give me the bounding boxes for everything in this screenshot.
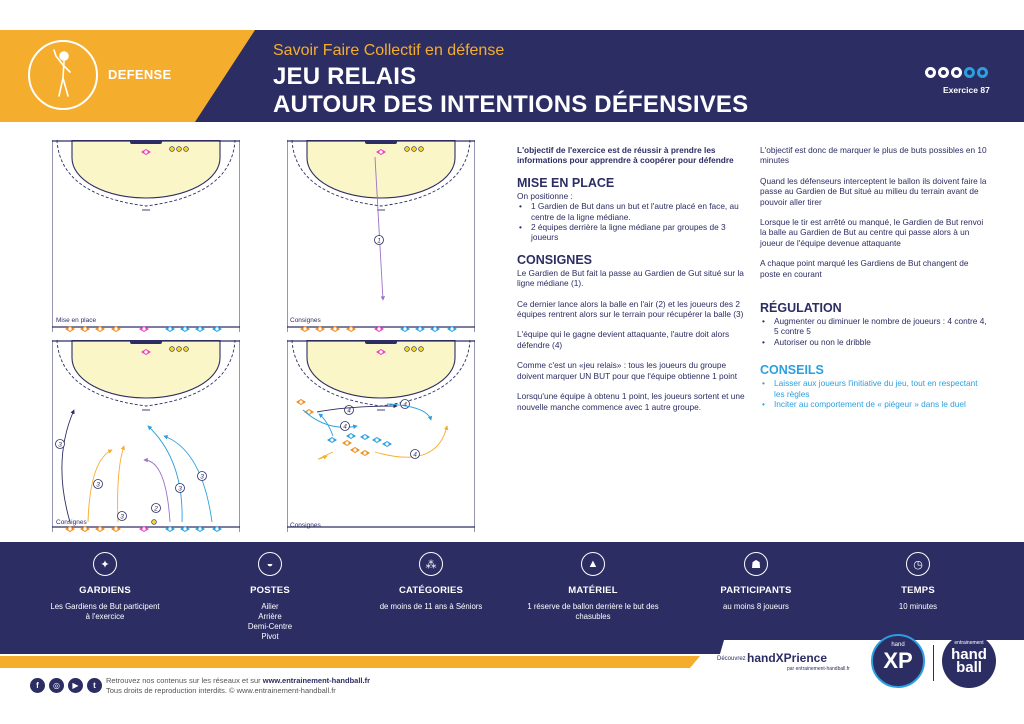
- footer-line: Retrouvez nos contenus sur les réseaux et sur: [106, 676, 263, 685]
- list-item: • Inciter au comportement de « piégeur » dans le duel: [760, 399, 990, 409]
- positions-icon: ◒: [258, 552, 282, 576]
- consignes-paragraph: Lorsqu'une équipe à obtenu 1 point, les joueurs sortent et une nouvelle manche commence avec 1 autre groupe.: [517, 391, 745, 412]
- mise-en-place-lead: On positionne :: [517, 190, 573, 201]
- regulation-heading: RÉGULATION: [760, 301, 842, 316]
- ball-icon: [951, 67, 962, 78]
- ball-icon: [977, 67, 988, 78]
- step-number: 3: [200, 473, 204, 481]
- goalkeeper-icon: ✦: [93, 552, 117, 576]
- ball-marker: [170, 147, 175, 152]
- col2-paragraph: Lorsque le tir est arrêté ou manqué, le Gardien de But renvoi la balle au Gardien de But au centre qui passe alors à un joueur de l'équipe devenue attaquante: [760, 217, 984, 248]
- page-subtitle: Savoir Faire Collectif en défense: [273, 42, 505, 59]
- difficulty-rating: [925, 67, 988, 78]
- court-diagram-3: [52, 340, 240, 532]
- site-link[interactable]: www.entrainement-handball.fr: [262, 676, 370, 685]
- facebook-icon[interactable]: f: [30, 678, 45, 693]
- text-column-2: [760, 145, 990, 410]
- brand-name: handXPrience: [747, 651, 828, 665]
- step-number: 3: [96, 481, 100, 489]
- court-diagram-2: [287, 140, 475, 332]
- consignes-heading: CONSIGNES: [517, 252, 593, 267]
- youtube-icon[interactable]: ▶: [68, 678, 83, 693]
- copyright-text: Tous droits de reproduction interdits. © www.entrainement-handball.fr: [106, 686, 336, 695]
- handxp-logo[interactable]: [871, 634, 925, 688]
- court-diagram-1: [52, 140, 240, 332]
- info-title: GARDIENS: [79, 585, 131, 596]
- info-title: MATÉRIEL: [568, 585, 618, 596]
- page-title-line2: AUTOUR DES INTENTIONS DÉFENSIVES: [273, 91, 749, 118]
- logo-text: hand ball: [951, 646, 987, 676]
- mise-en-place-heading: MISE EN PLACE: [517, 175, 615, 190]
- info-title: TEMPS: [901, 585, 935, 596]
- info-gardiens: [50, 552, 160, 622]
- page-title: JEU RELAIS: [273, 63, 417, 90]
- ball-marker: [412, 147, 417, 152]
- step-number: 3: [58, 441, 62, 449]
- step-number: 1: [377, 237, 381, 245]
- ball-marker: [419, 347, 424, 352]
- info-text: 1 réserve de ballon derrière le but des chasubles: [527, 602, 659, 621]
- brand-by: par entrainement-handball.fr: [787, 666, 850, 672]
- info-postes: [215, 552, 325, 642]
- entrainement-handball-logo[interactable]: [942, 634, 996, 688]
- ball-icon: [938, 67, 949, 78]
- court-label: Consignes: [290, 317, 321, 324]
- timer-icon: ◷: [906, 552, 930, 576]
- ball-icon: [925, 67, 936, 78]
- col2-paragraph: A chaque point marqué les Gardiens de But changent de poste en courant: [760, 258, 969, 279]
- col2-paragraph: L'objectif est donc de marquer le plus de buts possibles en 10 minutes: [760, 145, 987, 166]
- category-label: DEFENSE: [108, 67, 172, 82]
- logo-text: entrainement: [954, 640, 984, 646]
- consignes-paragraph: Comme c'est un «jeu relais» : tous les joueurs du groupe doivent marquer UN BUT pour que l'équipe obtienne 1 point: [517, 360, 738, 381]
- equipment-icon: ▲: [581, 552, 605, 576]
- info-title: CATÉGORIES: [398, 585, 464, 596]
- info-text: 10 minutes: [898, 602, 938, 611]
- categories-icon: ⁂: [419, 552, 443, 576]
- court-diagram-4: [287, 340, 475, 532]
- consignes-paragraph: L'équipe qui le gagne devient attaquante, l'autre doit alors défendre (4): [517, 329, 730, 350]
- ball-marker: [412, 347, 417, 352]
- logo-divider: [933, 645, 934, 681]
- logo-text: XP: [883, 648, 913, 673]
- conseils-heading: CONSEILS: [760, 363, 824, 378]
- list-item: • 2 équipes derrière la ligne médiane par groupes de 3 joueurs: [517, 222, 752, 243]
- info-title: POSTES: [250, 585, 290, 596]
- step-number: 2: [154, 505, 158, 513]
- social-links: [30, 678, 102, 693]
- discover-label: Découvrez: [717, 656, 746, 662]
- consignes-paragraph: Le Gardien de But fait la passe au Gardien de Gut situé sur la ligne médiane (1).: [517, 267, 744, 289]
- player-icon: [28, 40, 98, 110]
- text-column-1: [517, 145, 752, 422]
- list-item: • Laisser aux joueurs l'initiative du jeu, tout en respectant les règles: [760, 378, 990, 399]
- instagram-icon[interactable]: ◎: [49, 678, 64, 693]
- ball-icon: [964, 67, 975, 78]
- ball-marker: [405, 347, 410, 352]
- info-materiel: [520, 552, 666, 622]
- ball-marker: [184, 347, 189, 352]
- court-label: Mise en place: [56, 317, 97, 324]
- step-number: 4: [343, 423, 347, 431]
- step-number: 4: [347, 407, 351, 415]
- info-temps: [868, 552, 968, 612]
- footer-accent-line: [0, 656, 700, 668]
- participants-icon: ☗: [744, 552, 768, 576]
- info-title: PARTICIPANTS: [720, 585, 792, 596]
- ball-marker: [184, 147, 189, 152]
- footer-text: [106, 676, 370, 696]
- info-text: Les Gardiens de But participent à l'exercice: [50, 602, 160, 621]
- list-item: • Augmenter ou diminuer le nombre de joueurs : 4 contre 4, 5 contre 5: [760, 316, 990, 337]
- list-item: • 1 Gardien de But dans un but et l'autre placé en face, au centre de la ligne médiane.: [517, 201, 752, 222]
- logo-text: hand: [891, 642, 905, 648]
- court-label: Consignes: [56, 519, 87, 526]
- twitter-icon[interactable]: t: [87, 678, 102, 693]
- ball-marker: [405, 147, 410, 152]
- info-categories: [366, 552, 496, 612]
- step-number: 3: [178, 485, 182, 493]
- ball-marker: [177, 147, 182, 152]
- info-text: Ailier Arrière Demi-Centre Pivot: [247, 602, 293, 641]
- info-text: de moins de 11 ans à Séniors: [379, 602, 483, 611]
- step-number: 3: [120, 513, 124, 521]
- col2-paragraph: Quand les défenseurs interceptent le ballon ils doivent faire la passe au Gardien de But situé au milieu du terrain avant de pouvoir aller tirer: [760, 175, 987, 207]
- intro-text: L'objectif de l'exercice est de réussir à prendre les informations pour apprendre à coopérer pour défendre: [517, 145, 734, 166]
- consignes-paragraph: Ce dernier lance alors la balle en l'air (2) et les joueurs des 2 équipes rentrent alors sur le terrain pour récupérer la balle (3): [517, 298, 744, 320]
- step-number: 4: [413, 451, 417, 459]
- list-item: • Autoriser ou non le dribble: [760, 337, 990, 347]
- ball-marker: [177, 347, 182, 352]
- info-participants: [700, 552, 812, 612]
- ball-marker: [170, 347, 175, 352]
- info-text: au moins 8 joueurs: [723, 602, 789, 611]
- step-number: 4: [403, 401, 407, 409]
- exercise-number: Exercice 87: [943, 85, 990, 95]
- ball-marker: [419, 147, 424, 152]
- court-label: Consignes: [290, 522, 321, 529]
